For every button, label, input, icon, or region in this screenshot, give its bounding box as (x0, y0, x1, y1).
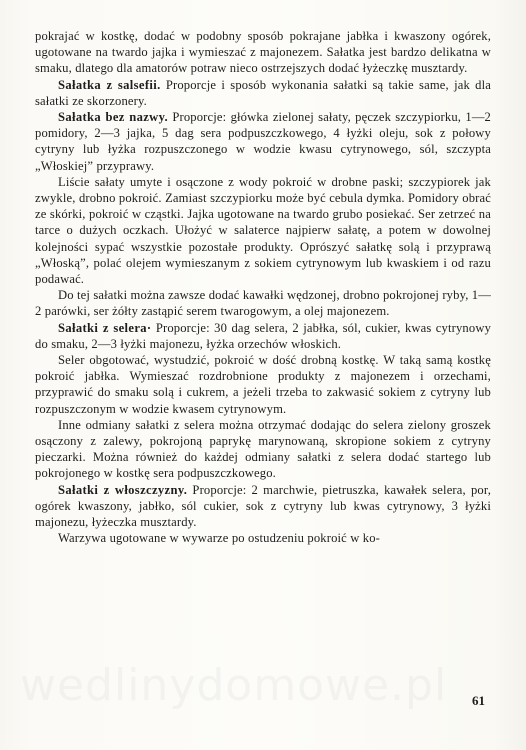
page-text (35, 28, 491, 547)
paragraph (35, 482, 491, 531)
paragraph (35, 417, 491, 482)
paragraph-text: Do tej sałatki można zawsze dodać kawałki wędzonej, drobno pokrojonej ryby, 1—2 parówki, ser żółty zastąpić serem twarogowym, a olej majonezem. (35, 288, 491, 319)
recipe-title: Sałatka z salsefii. (58, 77, 161, 92)
paragraph-text: pokrajać w kostkę, dodać w podobny sposób pokrajane jabłka i kwaszony ogórek, ugotowane na twardo jajka i wymieszać z majonezem. Sałatka jest bardzo delikatna w smaku, dlatego dla amatorów potraw nieco ostrzejszych dodać łyżeczkę musztardy. (35, 29, 491, 76)
recipe-title: Sałatka bez nazwy. (58, 110, 169, 125)
paragraph (35, 28, 491, 77)
paragraph-text: Liście sałaty umyte i osączone z wody pokroić w drobne paski; szczypiorek jak zwykle, drobno pokroić. Zamiast szczypiorku może być cebula dymka. Pomidory obrać ze skórki, pokroić w cząstki. Jajka ugotowane na twardo grubo posiekać. Ser zetrzeć na tarce o dużych oczkach. Ułożyć w salaterce najpierw sałatę, a potem w dowolnej kolejności sypać wszystkie pozostałe produkty. Oprószyć sałatkę solą i przyprawą „Włoską”, polać olejem wymieszanym z sokiem cytrynowym lub kwaskiem i od razu podawać. (35, 174, 491, 287)
paragraph (35, 320, 491, 352)
paragraph (35, 287, 491, 319)
paragraph-text: Seler obgotować, wystudzić, pokroić w dość drobną kostkę. W taką samą kostkę pokroić jabłka. Wymieszać rozdrobnione produkty z majonezem i orzechami, przyprawić do smaku solą i cukrem, a jeżeli trzeba to zakwasić sokiem z cytryny lub rozpuszczonym w wodzie kwasem cytrynowym. (35, 353, 491, 416)
recipe-title: Sałatki z selera· (58, 320, 152, 335)
paragraph (35, 530, 491, 546)
paragraph-text: Inne odmiany sałatki z selera można otrzymać dodając do selera zielony groszek osączony z zalewy, pokrojoną paprykę marynowaną, skropione sokiem z cytryny pieczarki. Można również do każdej odmiany sałatki z selera dodać startego lub pokrojonego w kostkę sera podpuszczkowego. (35, 417, 491, 481)
paragraph-text: Proporcje: 2 marchwie, pietruszka, kawałek selera, por, ogórek kwaszony, jabłko, sól cukier, sok z cytryny lub kwas cytrynowy, 3 łyżki majonezu, łyżeczka musztardy. (35, 482, 491, 530)
paragraph (35, 352, 491, 417)
paragraph (35, 109, 491, 174)
paragraph (35, 174, 491, 287)
paragraph-text: Proporcje: główka zielonej sałaty, pęczek szczypiorku, 1—2 pomidory, 2—3 jajka, 5 dag sera podpuszczkowego, 4 łyżki oleju, sok z połowy cytryny lub łyżka rozpuszczonego w wodzie kwasu cytrynowego, sól, szczypta „Włoskiej” przyprawy. (35, 110, 492, 173)
recipe-title: Sałatki z włoszczyzny. (58, 482, 188, 497)
paragraph (35, 77, 491, 109)
paragraph-text: Proporcje: 30 dag selera, 2 jabłka, sól, cukier, kwas cytrynowy do smaku, 2—3 łyżki majonezu, łyżka orzechów włoskich. (35, 320, 492, 351)
page-number: 61 (472, 693, 485, 708)
paragraph-text: Warzywa ugotowane w wywarze po ostudzeniu pokroić w ko- (58, 531, 380, 546)
watermark: wedlinydomowe.pl (20, 660, 448, 711)
paragraph-text: Proporcje i sposób wykonania sałatki są takie same, jak dla sałatki ze skorzonery. (35, 77, 491, 108)
